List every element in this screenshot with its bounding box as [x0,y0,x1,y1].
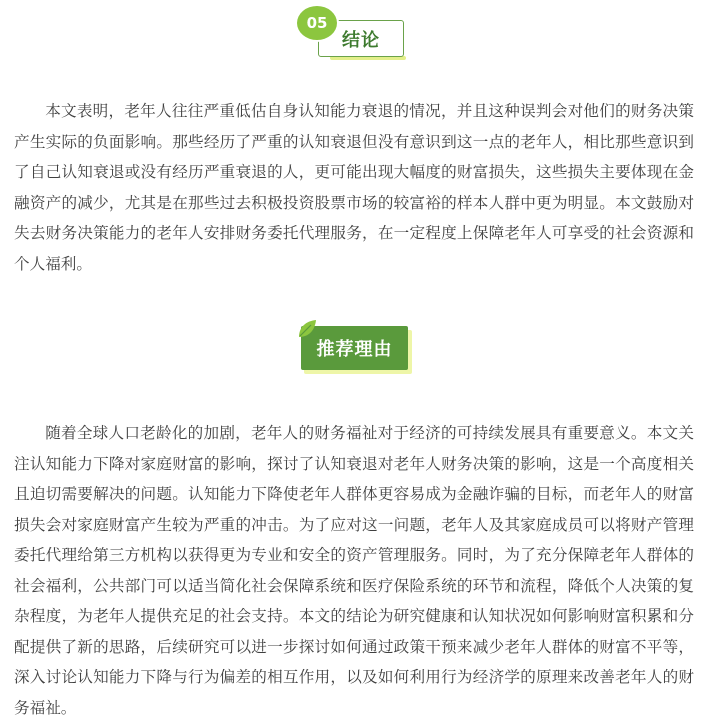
recommendation-paragraph: 随着全球人口老龄化的加剧，老年人的财务福祉对于经济的可持续发展具有重要意义。本文关注认知能力下降对家庭财富的影响，探讨了认知衰退对老年人财务决策的影响，这是一个高度相关且迫切需要解决的问题。认知能力下降使老年人群体更容易成为金融诈骗的目标，而老年人的财富损失会对家庭财富产生较为严重的冲击。为了应对这一问题，老年人及其家庭成员可以将财产管理委托代理给第三方机构以获得更为专业和安全的资产管理服务。同时，为了充分保障老年人群体的社会福利，公共部门可以适当简化社会保障系统和医疗保险系统的环节和流程，降低个人决策的复杂程度，为老年人提供充足的社会支持。本文的结论为研究健康和认知状况如何影响财富积累和分配提供了新的思路，后续研究可以进一步探讨如何通过政策干预来减少老年人群体的财富不平等，深入讨论认知能力下降与行为偏差的相互作用，以及如何利用行为经济学的原理来改善老年人的财务福祉。 [14,424,694,717]
recommendation-title: 推荐理由 [316,339,393,360]
recommendation-heading [296,318,416,378]
conclusion-paragraph: 本文表明，老年人往往严重低估自身认知能力衰退的情况，并且这种误判会对他们的财务决策产生实际的负面影响。那些经历了严重的认知衰退但没有意识到这一点的老年人，相比那些意识到了自己认知衰退或没有经历严重衰退的人，更可能出现大幅度的财富损失，这些损失主要体现在金融资产的减少，尤其是在那些过去积极投资股票市场的较富裕的样本人群中更为明显。本文鼓励对失去财务决策能力的老年人安排财务委托代理服务，在一定程度上保障老年人可享受的社会资源和个人福利。 [14,102,694,273]
leaf-icon [296,318,318,340]
conclusion-title: 结论 [342,29,380,51]
section-number: 05 [306,14,328,32]
section-number-badge [297,6,337,40]
conclusion-heading [297,6,417,62]
